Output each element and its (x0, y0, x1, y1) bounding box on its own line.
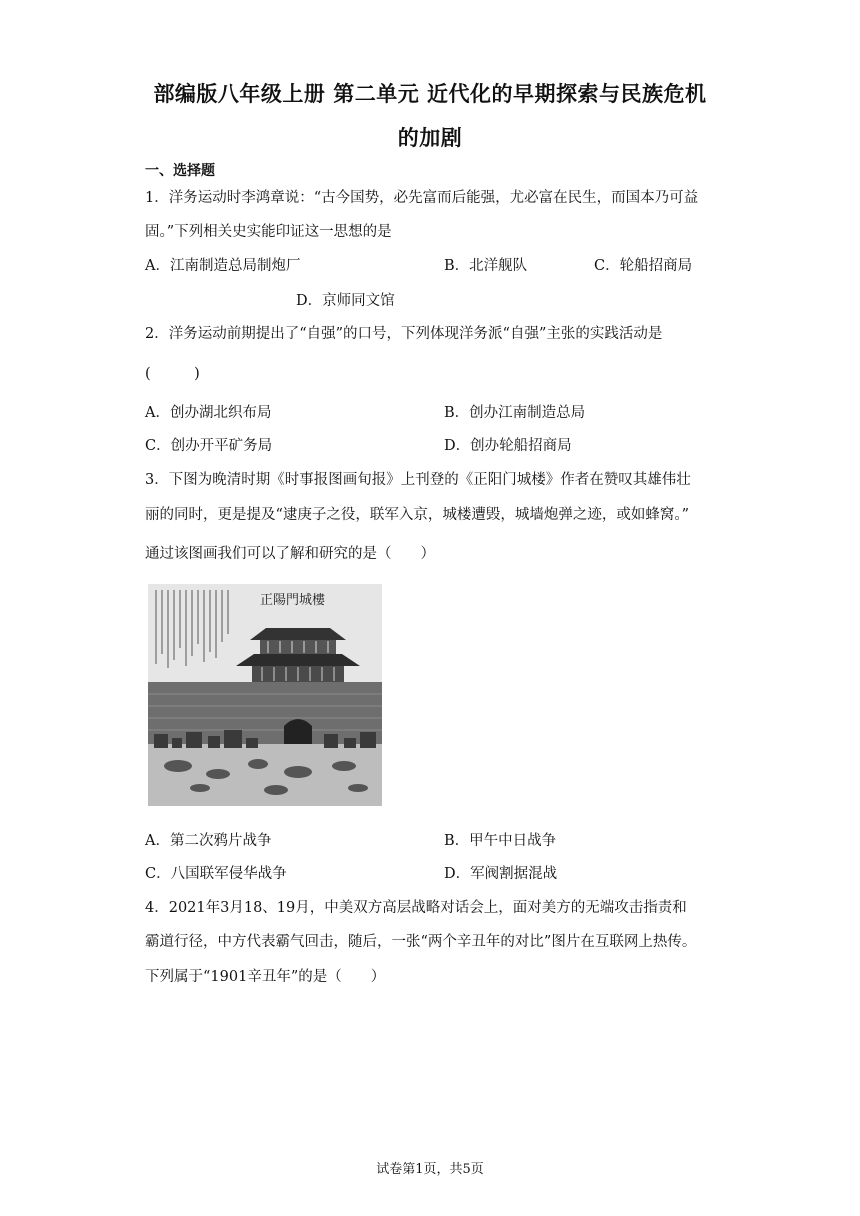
q3-option-a[interactable]: A．第二次鸦片战争 (145, 833, 272, 849)
question-2-text: 2．洋务运动前期提出了“自强”的口号，下列体现洋务派“自强”主张的实践活动是 (145, 326, 663, 342)
question-1-text: 固。”下列相关史实能印证这一思想的是 (145, 224, 392, 240)
section-heading: 一、选择题 (145, 163, 215, 179)
question-3-text: 丽的同时，更是提及“逮庚子之役，联军入京，城楼遭毁，城墙炮弹之迹，或如蜂窝。” (145, 507, 690, 523)
q2-option-d[interactable]: D．创办轮船招商局 (444, 438, 572, 454)
zhengyangmen-gate-illustration (148, 584, 382, 806)
q2-option-c[interactable]: C．创办开平矿务局 (145, 438, 273, 454)
q3-option-b[interactable]: B．甲午中日战争 (444, 833, 557, 849)
q2-option-a[interactable]: A．创办湖北织布局 (145, 405, 272, 421)
question-2-blank: ( ) (145, 366, 200, 382)
q2-option-b[interactable]: B．创办江南制造总局 (444, 405, 586, 421)
page-footer: 试卷第1页，共5页 (376, 1162, 484, 1177)
question-1-text: 1．洋务运动时李鸿章说：“古今国势，必先富而后能强，尤必富在民生，而国本乃可益 (145, 190, 699, 206)
question-4-text: 4．2021年3月18、19月，中美双方高层战略对话会上，面对美方的无端攻击指责和 (145, 900, 687, 916)
q1-option-a[interactable]: A．江南制造总局制炮厂 (145, 258, 301, 274)
q3-option-c[interactable]: C．八国联军侵华战争 (145, 866, 287, 882)
page-title: 部编版八年级上册 第二单元 近代化的早期探索与民族危机 (153, 82, 707, 106)
q1-option-b[interactable]: B．北洋舰队 (444, 258, 528, 274)
question-3-text: 通过该图画我们可以了解和研究的是（ ） (145, 546, 435, 562)
q3-option-d[interactable]: D．军阀割据混战 (444, 866, 558, 882)
question-4-text: 霸道行径，中方代表霸气回击，随后，一张“两个辛丑年的对比”图片在互联网上热传。 (145, 934, 697, 950)
q1-option-c[interactable]: C．轮船招商局 (594, 258, 693, 274)
question-3-text: 3．下图为晚清时期《时事报图画旬报》上刊登的《正阳门城楼》作者在赞叹其雄伟壮 (145, 472, 691, 488)
q1-option-d[interactable]: D．京师同文馆 (296, 293, 395, 309)
page-title-continued: 的加剧 (397, 126, 463, 150)
figure-caption: 正陽門城樓 (260, 593, 326, 608)
question-4-text: 下列属于“1901辛丑年”的是（ ） (145, 969, 386, 985)
